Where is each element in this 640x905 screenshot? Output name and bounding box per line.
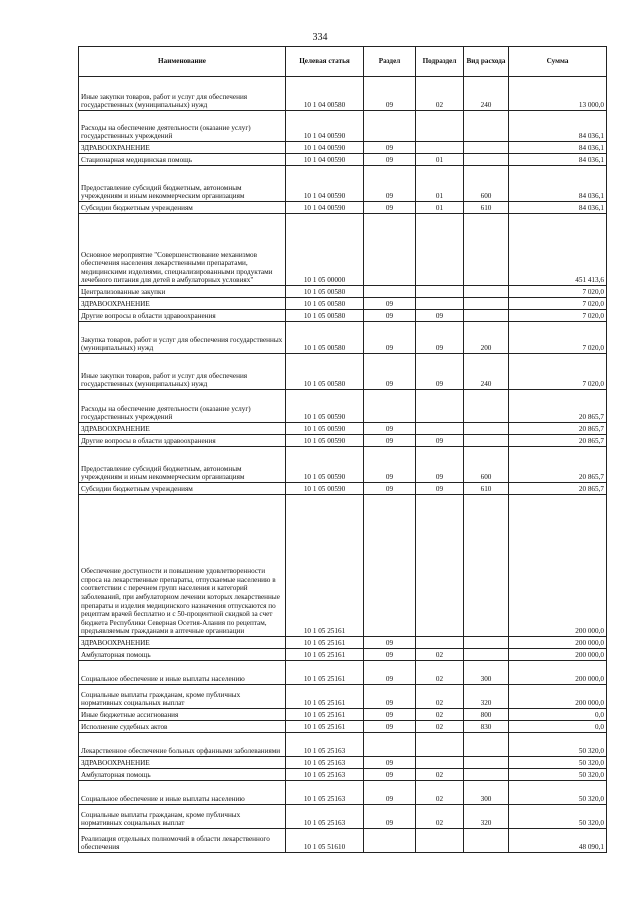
- row-expense-type-cell: [464, 310, 509, 322]
- row-target-item-cell: 10 1 05 00580: [286, 286, 364, 298]
- header-expense-type: Вид расхода: [464, 47, 509, 77]
- row-name-cell: Иные бюджетные ассигнования: [79, 709, 286, 721]
- row-name-cell: Социальное обеспечение и иные выплаты населению: [79, 781, 286, 805]
- row-expense-type-cell: 800: [464, 709, 509, 721]
- row-amount-cell: 20 865,7: [509, 483, 607, 495]
- row-expense-type-cell: 320: [464, 805, 509, 829]
- table-row: [79, 685, 607, 709]
- row-subsection-cell: [416, 142, 464, 154]
- row-expense-type-cell: [464, 214, 509, 286]
- row-target-item-cell: 10 1 05 25163: [286, 757, 364, 769]
- row-section-cell: [364, 733, 416, 757]
- row-amount-cell: 451 413,6: [509, 214, 607, 286]
- table-row: [79, 202, 607, 214]
- row-target-item-cell: 10 1 04 00580: [286, 77, 364, 111]
- row-target-item-cell: 10 1 05 00000: [286, 214, 364, 286]
- row-subsection-cell: 01: [416, 166, 464, 202]
- table-row: [79, 310, 607, 322]
- row-name-cell: Социальное обеспечение и иные выплаты населению: [79, 661, 286, 685]
- row-subsection-cell: [416, 111, 464, 142]
- table-row: [79, 769, 607, 781]
- row-amount-cell: 200 000,0: [509, 685, 607, 709]
- row-name-cell: Закупка товаров, работ и услуг для обеспечения государственных (муниципальных) нужд: [79, 322, 286, 354]
- row-amount-cell: 200 000,0: [509, 649, 607, 661]
- row-name-cell: Другие вопросы в области здравоохранения: [79, 435, 286, 447]
- row-name-cell: ЗДРАВООХРАНЕНИЕ: [79, 637, 286, 649]
- table-row: [79, 637, 607, 649]
- row-target-item-cell: 10 1 05 00590: [286, 483, 364, 495]
- row-name-cell: Предоставление субсидий бюджетным, автономным учреждениям и иным некоммерческим организациям: [79, 166, 286, 202]
- table-row: [79, 483, 607, 495]
- row-target-item-cell: 10 1 05 25161: [286, 649, 364, 661]
- row-subsection-cell: 02: [416, 661, 464, 685]
- row-target-item-cell: 10 1 05 25161: [286, 661, 364, 685]
- row-name-cell: ЗДРАВООХРАНЕНИЕ: [79, 423, 286, 435]
- row-amount-cell: 50 320,0: [509, 805, 607, 829]
- row-section-cell: 09: [364, 447, 416, 483]
- row-subsection-cell: [416, 829, 464, 853]
- row-target-item-cell: 10 1 05 25161: [286, 685, 364, 709]
- row-section-cell: 09: [364, 709, 416, 721]
- row-expense-type-cell: [464, 111, 509, 142]
- row-target-item-cell: 10 1 05 25163: [286, 805, 364, 829]
- row-subsection-cell: [416, 757, 464, 769]
- row-target-item-cell: 10 1 04 00590: [286, 111, 364, 142]
- row-subsection-cell: [416, 423, 464, 435]
- page-number: 334: [312, 32, 328, 43]
- row-expense-type-cell: [464, 423, 509, 435]
- table-row: [79, 495, 607, 637]
- row-expense-type-cell: 830: [464, 721, 509, 733]
- table-row: [79, 709, 607, 721]
- row-amount-cell: 20 865,7: [509, 435, 607, 447]
- row-subsection-cell: [416, 637, 464, 649]
- row-expense-type-cell: 240: [464, 77, 509, 111]
- row-expense-type-cell: [464, 733, 509, 757]
- row-section-cell: [364, 214, 416, 286]
- row-target-item-cell: 10 1 05 00580: [286, 322, 364, 354]
- row-section-cell: 09: [364, 423, 416, 435]
- row-amount-cell: 7 020,0: [509, 310, 607, 322]
- row-amount-cell: 20 865,7: [509, 447, 607, 483]
- table-row: [79, 298, 607, 310]
- row-name-cell: Иные закупки товаров, работ и услуг для обеспечения государственных (муниципальных) нужд: [79, 354, 286, 390]
- row-section-cell: [364, 111, 416, 142]
- row-section-cell: 09: [364, 661, 416, 685]
- row-amount-cell: 7 020,0: [509, 354, 607, 390]
- row-subsection-cell: 02: [416, 805, 464, 829]
- row-section-cell: 09: [364, 154, 416, 166]
- row-name-cell: Стационарная медицинская помощь: [79, 154, 286, 166]
- row-subsection-cell: 02: [416, 709, 464, 721]
- row-section-cell: [364, 390, 416, 423]
- row-target-item-cell: 10 1 05 25163: [286, 781, 364, 805]
- row-subsection-cell: [416, 286, 464, 298]
- table-row: [79, 390, 607, 423]
- row-section-cell: 09: [364, 77, 416, 111]
- row-name-cell: Субсидии бюджетным учреждениям: [79, 202, 286, 214]
- row-name-cell: Централизованные закупки: [79, 286, 286, 298]
- row-section-cell: 09: [364, 483, 416, 495]
- table-row: [79, 805, 607, 829]
- row-amount-cell: 50 320,0: [509, 769, 607, 781]
- row-subsection-cell: 09: [416, 322, 464, 354]
- row-expense-type-cell: [464, 757, 509, 769]
- header-target-item: Целевая статья: [286, 47, 364, 77]
- row-amount-cell: 7 020,0: [509, 298, 607, 310]
- row-section-cell: 09: [364, 166, 416, 202]
- row-target-item-cell: 10 1 04 00590: [286, 202, 364, 214]
- row-section-cell: [364, 495, 416, 637]
- table-row: [79, 447, 607, 483]
- row-amount-cell: 20 865,7: [509, 423, 607, 435]
- table-row: [79, 781, 607, 805]
- row-name-cell: Реализация отдельных полномочий в области лекарственного обеспечения: [79, 829, 286, 853]
- row-subsection-cell: 02: [416, 781, 464, 805]
- row-subsection-cell: 02: [416, 721, 464, 733]
- table-row: [79, 721, 607, 733]
- row-target-item-cell: 10 1 05 00580: [286, 354, 364, 390]
- row-amount-cell: 48 090,1: [509, 829, 607, 853]
- table-row: [79, 733, 607, 757]
- row-section-cell: 09: [364, 202, 416, 214]
- row-target-item-cell: 10 1 05 00580: [286, 298, 364, 310]
- row-subsection-cell: 09: [416, 483, 464, 495]
- row-expense-type-cell: [464, 142, 509, 154]
- row-amount-cell: 84 036,1: [509, 142, 607, 154]
- row-target-item-cell: 10 1 04 00590: [286, 142, 364, 154]
- row-target-item-cell: 10 1 04 00590: [286, 154, 364, 166]
- row-target-item-cell: 10 1 05 25161: [286, 721, 364, 733]
- row-subsection-cell: 02: [416, 769, 464, 781]
- row-subsection-cell: 02: [416, 685, 464, 709]
- row-expense-type-cell: 200: [464, 322, 509, 354]
- row-expense-type-cell: 300: [464, 781, 509, 805]
- row-name-cell: Обеспечение доступности и повышение удовлетворенности спроса на лекарственные препараты, отпускаемые населению в соответствии с перечнем групп населения и категорий заболеваний, при амбулаторном лечении которых лекарственные препараты и изделия медицинского назначения отпускаются по рецептам врачей бесплатно и с 50-процентной скидкой за счет бюджета Республики Северная Осетия-Алания по рецептам, предъявляемым гражданами в аптечные организации: [79, 495, 286, 637]
- row-subsection-cell: [416, 733, 464, 757]
- table-row: [79, 286, 607, 298]
- row-amount-cell: 84 036,1: [509, 111, 607, 142]
- row-amount-cell: 84 036,1: [509, 154, 607, 166]
- row-section-cell: 09: [364, 637, 416, 649]
- row-expense-type-cell: [464, 298, 509, 310]
- table-row: [79, 154, 607, 166]
- row-target-item-cell: 10 1 05 25163: [286, 733, 364, 757]
- row-subsection-cell: 09: [416, 310, 464, 322]
- row-amount-cell: 200 000,0: [509, 495, 607, 637]
- row-target-item-cell: 10 1 05 25161: [286, 637, 364, 649]
- row-name-cell: ЗДРАВООХРАНЕНИЕ: [79, 298, 286, 310]
- row-subsection-cell: 09: [416, 447, 464, 483]
- row-amount-cell: 20 865,7: [509, 390, 607, 423]
- row-section-cell: 09: [364, 649, 416, 661]
- row-name-cell: Другие вопросы в области здравоохранения: [79, 310, 286, 322]
- row-amount-cell: 200 000,0: [509, 661, 607, 685]
- row-name-cell: Амбулаторная помощь: [79, 649, 286, 661]
- row-subsection-cell: 02: [416, 649, 464, 661]
- row-name-cell: Основное мероприятие "Совершенствование механизмов обеспечения населения лекарственными препаратами, медицинскими изделиями, специализированными продуктами лечебного питания для детей в амбулаторных условиях": [79, 214, 286, 286]
- row-subsection-cell: 01: [416, 202, 464, 214]
- table-row: [79, 111, 607, 142]
- table-row: [79, 649, 607, 661]
- row-expense-type-cell: [464, 390, 509, 423]
- row-expense-type-cell: [464, 286, 509, 298]
- row-name-cell: Исполнение судебных актов: [79, 721, 286, 733]
- row-expense-type-cell: 610: [464, 483, 509, 495]
- row-target-item-cell: 10 1 05 00580: [286, 310, 364, 322]
- row-section-cell: 09: [364, 757, 416, 769]
- row-expense-type-cell: [464, 649, 509, 661]
- row-name-cell: Лекарственное обеспечение больных орфанными заболеваниями: [79, 733, 286, 757]
- row-target-item-cell: 10 1 05 00590: [286, 447, 364, 483]
- row-subsection-cell: 01: [416, 154, 464, 166]
- row-name-cell: ЗДРАВООХРАНЕНИЕ: [79, 757, 286, 769]
- row-name-cell: ЗДРАВООХРАНЕНИЕ: [79, 142, 286, 154]
- row-amount-cell: 0,0: [509, 709, 607, 721]
- row-section-cell: [364, 829, 416, 853]
- row-name-cell: Амбулаторная помощь: [79, 769, 286, 781]
- row-expense-type-cell: [464, 154, 509, 166]
- table-row: [79, 829, 607, 853]
- row-section-cell: 09: [364, 298, 416, 310]
- row-section-cell: 09: [364, 435, 416, 447]
- row-section-cell: 09: [364, 142, 416, 154]
- table-row: [79, 435, 607, 447]
- row-target-item-cell: 10 1 05 00590: [286, 435, 364, 447]
- row-target-item-cell: 10 1 05 00590: [286, 390, 364, 423]
- row-amount-cell: 50 320,0: [509, 757, 607, 769]
- row-expense-type-cell: [464, 637, 509, 649]
- row-section-cell: 09: [364, 685, 416, 709]
- table-row: [79, 423, 607, 435]
- row-target-item-cell: 10 1 05 25161: [286, 495, 364, 637]
- row-amount-cell: 50 320,0: [509, 733, 607, 757]
- row-amount-cell: 84 036,1: [509, 166, 607, 202]
- table-row: [79, 77, 607, 111]
- row-name-cell: Социальные выплаты гражданам, кроме публичных нормативных социальных выплат: [79, 685, 286, 709]
- row-target-item-cell: 10 1 05 25161: [286, 709, 364, 721]
- header-amount: Сумма: [509, 47, 607, 77]
- row-section-cell: 09: [364, 310, 416, 322]
- budget-table: [78, 46, 607, 853]
- row-section-cell: 09: [364, 322, 416, 354]
- row-target-item-cell: 10 1 05 25163: [286, 769, 364, 781]
- row-name-cell: Предоставление субсидий бюджетным, автономным учреждениям и иным некоммерческим организациям: [79, 447, 286, 483]
- header-section: Раздел: [364, 47, 416, 77]
- table-row: [79, 166, 607, 202]
- header-name: Наименование: [79, 47, 286, 77]
- row-section-cell: 09: [364, 805, 416, 829]
- row-section-cell: 09: [364, 769, 416, 781]
- table-header: [79, 47, 607, 77]
- row-section-cell: [364, 286, 416, 298]
- table-row: [79, 142, 607, 154]
- table-row: [79, 661, 607, 685]
- row-expense-type-cell: 610: [464, 202, 509, 214]
- row-section-cell: 09: [364, 721, 416, 733]
- table-row: [79, 214, 607, 286]
- row-amount-cell: 50 320,0: [509, 781, 607, 805]
- row-expense-type-cell: [464, 435, 509, 447]
- row-amount-cell: 13 000,0: [509, 77, 607, 111]
- row-section-cell: 09: [364, 781, 416, 805]
- row-amount-cell: 7 020,0: [509, 322, 607, 354]
- row-name-cell: Расходы на обеспечение деятельности (оказание услуг) государственных учреждений: [79, 111, 286, 142]
- row-expense-type-cell: 600: [464, 447, 509, 483]
- row-target-item-cell: 10 1 05 00590: [286, 423, 364, 435]
- row-expense-type-cell: [464, 769, 509, 781]
- row-amount-cell: 84 036,1: [509, 202, 607, 214]
- row-name-cell: Иные закупки товаров, работ и услуг для обеспечения государственных (муниципальных) нужд: [79, 77, 286, 111]
- table-row: [79, 322, 607, 354]
- row-subsection-cell: [416, 390, 464, 423]
- row-section-cell: 09: [364, 354, 416, 390]
- table-body: [79, 77, 607, 853]
- row-amount-cell: 0,0: [509, 721, 607, 733]
- row-subsection-cell: 02: [416, 77, 464, 111]
- row-amount-cell: 7 020,0: [509, 286, 607, 298]
- row-name-cell: Расходы на обеспечение деятельности (оказание услуг) государственных учреждений: [79, 390, 286, 423]
- table-row: [79, 757, 607, 769]
- row-subsection-cell: [416, 495, 464, 637]
- row-name-cell: Субсидии бюджетным учреждениям: [79, 483, 286, 495]
- row-subsection-cell: 09: [416, 354, 464, 390]
- row-expense-type-cell: [464, 829, 509, 853]
- row-amount-cell: 200 000,0: [509, 637, 607, 649]
- row-subsection-cell: [416, 214, 464, 286]
- row-name-cell: Социальные выплаты гражданам, кроме публичных нормативных социальных выплат: [79, 805, 286, 829]
- row-expense-type-cell: 300: [464, 661, 509, 685]
- row-expense-type-cell: 240: [464, 354, 509, 390]
- row-target-item-cell: 10 1 05 51610: [286, 829, 364, 853]
- row-expense-type-cell: 600: [464, 166, 509, 202]
- row-expense-type-cell: [464, 495, 509, 637]
- row-subsection-cell: 09: [416, 435, 464, 447]
- row-expense-type-cell: 320: [464, 685, 509, 709]
- row-target-item-cell: 10 1 04 00590: [286, 166, 364, 202]
- header-subsection: Подраздел: [416, 47, 464, 77]
- table-row: [79, 354, 607, 390]
- row-subsection-cell: [416, 298, 464, 310]
